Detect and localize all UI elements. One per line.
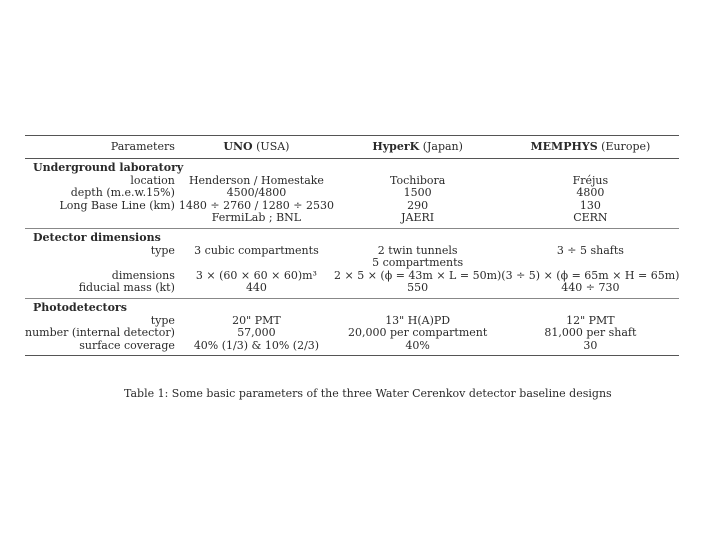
section-title: Detector dimensions [25,228,679,244]
cell-uno: 40% (1/3) & 10% (2/3) [193,338,320,352]
cell-hyperk: 13" H(A)PD [385,313,451,327]
section-underground [25,159,679,175]
cell-hyperk: 290 [407,198,429,212]
cell-memphys: 81,000 per shaft [544,326,637,340]
cell-memphys: Fréjus [572,173,609,187]
parameters-table [25,135,679,356]
cell-uno: FermiLab ; BNL [211,211,302,225]
cell-hyperk: Tochibora [389,173,446,187]
header-uno [179,136,334,159]
hyperk-region: (Japan) [422,139,463,153]
row-label-empty [25,212,179,228]
uno-region: (USA) [256,139,290,153]
cell-hyperk: 2 twin tunnels [377,243,458,257]
header-hyperk [334,136,501,159]
cell-memphys: 440 ÷ 730 [561,281,620,295]
cell-uno: 1480 ÷ 2760 / 1280 ÷ 2530 [178,198,334,212]
table-row [25,340,679,356]
row-label: dimensions [111,268,175,282]
table-header-row [25,136,679,159]
cell-uno-empty [179,257,334,270]
cell-hyperk: 40% [405,338,430,352]
row-label: surface coverage [79,338,175,352]
cell-memphys: 30 [583,338,598,352]
memphys-name: MEMPHYS [530,139,598,153]
table-row [25,327,679,340]
cell-memphys: 4800 [576,186,605,200]
cell-memphys: CERN [573,211,608,225]
cell-hyperk: 20,000 per compartment [348,326,488,340]
table-row [25,212,679,228]
cell-uno: 440 [245,281,267,295]
row-label: location [130,173,175,187]
header-memphys [501,136,679,159]
cell-hyperk: 2 × 5 × (ϕ = 43m × L = 50m) [334,268,502,282]
memphys-region: (Europe) [601,139,651,153]
cell-memphys: (3 ÷ 5) × (ϕ = 65m × H = 65m) [501,268,680,282]
header-parameters: Parameters [110,139,175,153]
row-label: fiducial mass (kt) [78,281,175,295]
cell-uno: 57,000 [237,326,276,340]
section-photodetectors [25,298,679,314]
hyperk-name: HyperK [372,139,420,153]
row-label-empty [25,257,179,270]
row-label: type [150,243,175,257]
cell-memphys: 130 [579,198,601,212]
cell-hyperk: 550 [407,281,429,295]
cell-hyperk: JAERI [401,211,435,225]
cell-memphys: 3 ÷ 5 shafts [556,243,624,257]
cell-uno: 4500/4800 [226,186,287,200]
table-row [25,282,679,298]
section-title: Photodetectors [25,298,679,314]
table-row [25,245,679,258]
row-label: number (internal detector) [25,326,175,340]
cell-memphys-empty [501,257,679,270]
cell-memphys: 12" PMT [566,313,615,327]
cell-uno: 20" PMT [232,313,281,327]
cell-uno: Henderson / Homestake [188,173,324,187]
section-title: Underground laboratory [33,161,184,174]
row-label: Long Base Line (km) [59,198,175,212]
uno-name: UNO [223,139,253,153]
section-detector [25,228,679,244]
table-row [25,257,679,270]
row-label: depth (m.e.w.15%) [70,186,175,200]
parameters-table-container [25,135,680,356]
cell-uno: 3 × (60 × 60 × 60)m³ [195,268,317,282]
cell-hyperk: 1500 [403,186,432,200]
cell-uno: 3 cubic compartments [194,243,319,257]
row-label: type [150,313,175,327]
table-row [25,187,679,200]
cell-hyperk: 5 compartments [372,256,464,270]
table-caption: Table 1: Some basic parameters of the three Water Cerenkov detector baseline designs [124,387,612,400]
